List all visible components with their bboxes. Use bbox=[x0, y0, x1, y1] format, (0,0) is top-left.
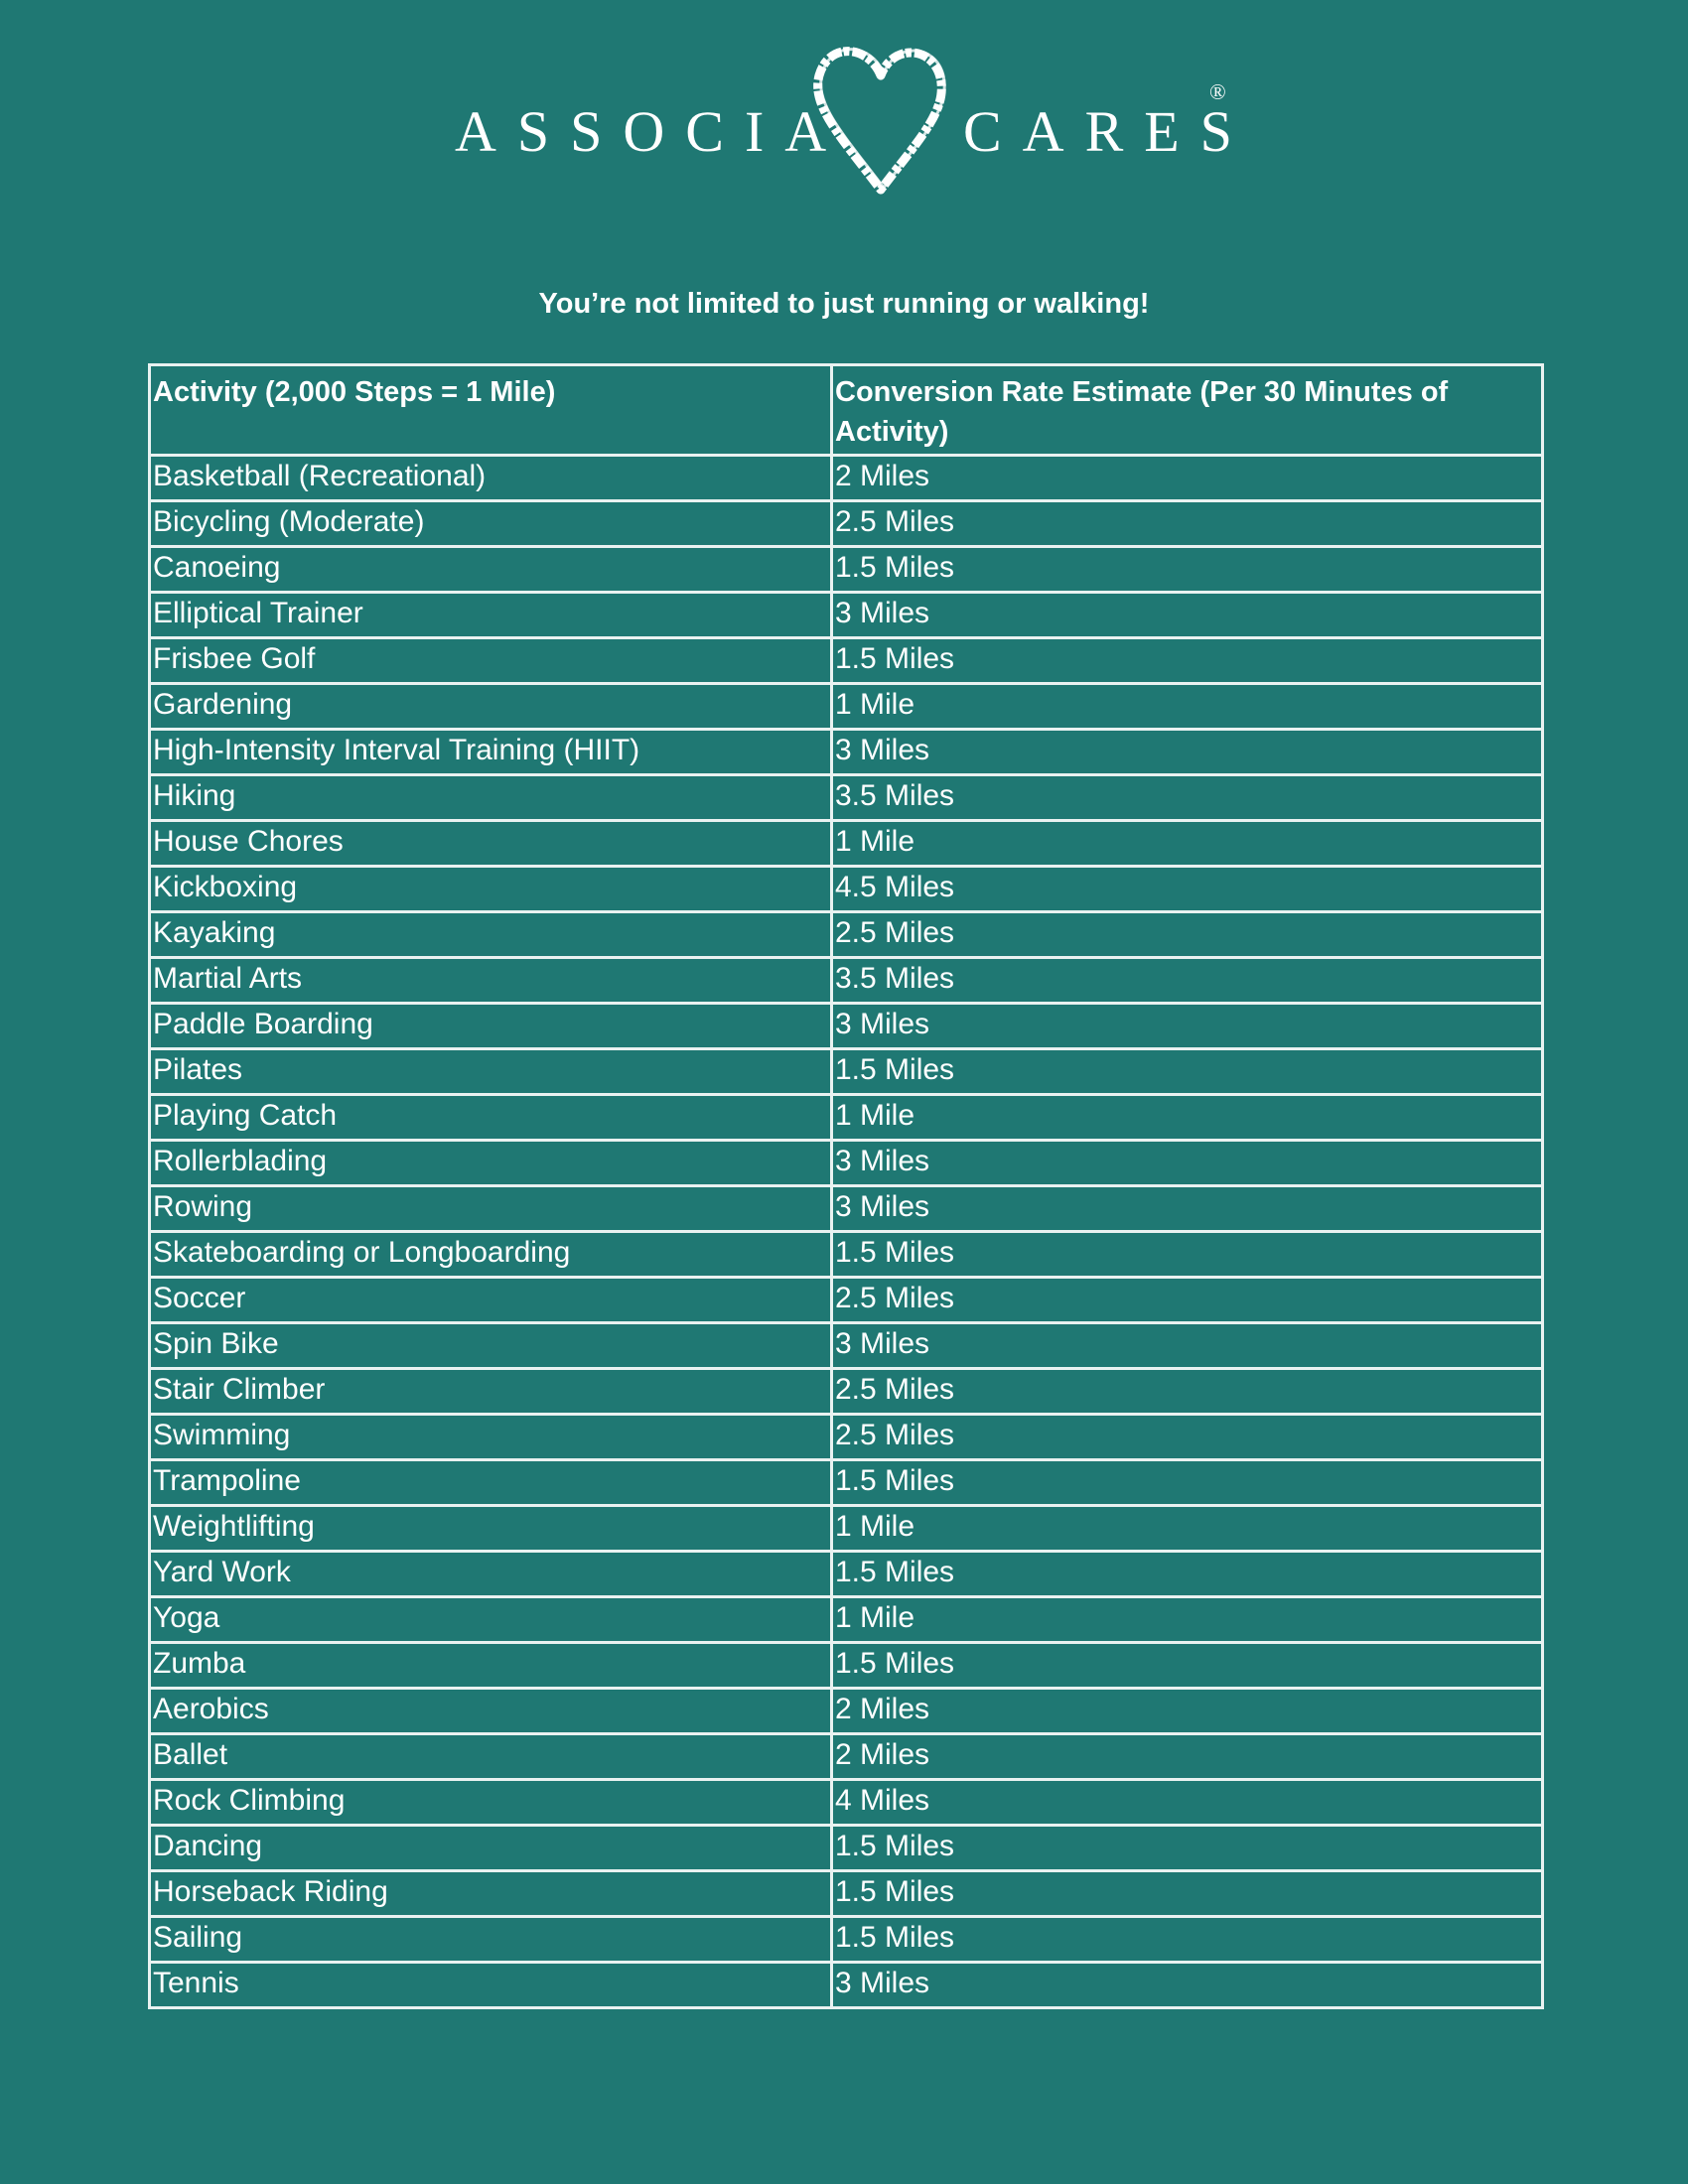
conversion-rate-cell: 1.5 Miles bbox=[832, 638, 1543, 684]
activity-cell: Hiking bbox=[150, 775, 832, 821]
conversion-rate-cell: 1 Mile bbox=[832, 1095, 1543, 1141]
heart-icon bbox=[789, 36, 968, 205]
activity-cell: Stair Climber bbox=[150, 1369, 832, 1415]
activity-cell: Zumba bbox=[150, 1643, 832, 1689]
activity-cell: Gardening bbox=[150, 684, 832, 730]
conversion-rate-cell: 3 Miles bbox=[832, 593, 1543, 638]
associa-cares-logo bbox=[447, 36, 1253, 214]
activity-cell: Elliptical Trainer bbox=[150, 593, 832, 638]
table-row bbox=[150, 1460, 1543, 1506]
activity-cell: Dancing bbox=[150, 1826, 832, 1871]
activity-cell: Martial Arts bbox=[150, 958, 832, 1004]
conversion-rate-cell: 2.5 Miles bbox=[832, 1369, 1543, 1415]
conversion-rate-cell: 2.5 Miles bbox=[832, 912, 1543, 958]
activity-cell: Canoeing bbox=[150, 547, 832, 593]
column-header-conversion-rate: Conversion Rate Estimate (Per 30 Minutes of Activity) bbox=[832, 365, 1543, 456]
activity-conversion-table bbox=[148, 363, 1544, 2009]
table-row bbox=[150, 867, 1543, 912]
table-row bbox=[150, 1004, 1543, 1049]
activity-cell: Tennis bbox=[150, 1963, 832, 2008]
activity-cell: Frisbee Golf bbox=[150, 638, 832, 684]
table-row bbox=[150, 1506, 1543, 1552]
table-row bbox=[150, 912, 1543, 958]
conversion-rate-cell: 2 Miles bbox=[832, 1689, 1543, 1734]
conversion-rate-cell: 2 Miles bbox=[832, 456, 1543, 501]
conversion-rate-cell: 3 Miles bbox=[832, 730, 1543, 775]
activity-cell: Pilates bbox=[150, 1049, 832, 1095]
table-row bbox=[150, 1826, 1543, 1871]
table-body bbox=[150, 456, 1543, 2008]
table-row bbox=[150, 1095, 1543, 1141]
table-row bbox=[150, 547, 1543, 593]
table-row bbox=[150, 1552, 1543, 1597]
table-row bbox=[150, 684, 1543, 730]
conversion-rate-cell: 1 Mile bbox=[832, 821, 1543, 867]
table-row bbox=[150, 821, 1543, 867]
table-row bbox=[150, 1734, 1543, 1780]
column-header-activity: Activity (2,000 Steps = 1 Mile) bbox=[150, 365, 832, 456]
activity-cell: Ballet bbox=[150, 1734, 832, 1780]
activity-cell: Bicycling (Moderate) bbox=[150, 501, 832, 547]
conversion-rate-cell: 1.5 Miles bbox=[832, 1232, 1543, 1278]
table-row bbox=[150, 1323, 1543, 1369]
conversion-rate-cell: 4.5 Miles bbox=[832, 867, 1543, 912]
conversion-rate-cell: 2.5 Miles bbox=[832, 1415, 1543, 1460]
activity-cell: Basketball (Recreational) bbox=[150, 456, 832, 501]
conversion-rate-cell: 3 Miles bbox=[832, 1963, 1543, 2008]
conversion-rate-cell: 3 Miles bbox=[832, 1323, 1543, 1369]
table-row bbox=[150, 1780, 1543, 1826]
conversion-rate-cell: 3.5 Miles bbox=[832, 775, 1543, 821]
activity-cell: Rock Climbing bbox=[150, 1780, 832, 1826]
conversion-rate-cell: 1.5 Miles bbox=[832, 1871, 1543, 1917]
conversion-rate-cell: 1.5 Miles bbox=[832, 1826, 1543, 1871]
table-row bbox=[150, 1643, 1543, 1689]
conversion-rate-cell: 4 Miles bbox=[832, 1780, 1543, 1826]
activity-cell: Rollerblading bbox=[150, 1141, 832, 1186]
table-row bbox=[150, 1049, 1543, 1095]
activity-cell: Yoga bbox=[150, 1597, 832, 1643]
logo-right-word: CARES bbox=[963, 99, 1253, 164]
conversion-rate-cell: 1.5 Miles bbox=[832, 547, 1543, 593]
conversion-rate-cell: 3 Miles bbox=[832, 1004, 1543, 1049]
table-row bbox=[150, 730, 1543, 775]
activity-cell: Swimming bbox=[150, 1415, 832, 1460]
conversion-rate-cell: 1 Mile bbox=[832, 1597, 1543, 1643]
table-row bbox=[150, 1689, 1543, 1734]
table-row bbox=[150, 1278, 1543, 1323]
table-row bbox=[150, 775, 1543, 821]
activity-cell: Playing Catch bbox=[150, 1095, 832, 1141]
table-row bbox=[150, 1369, 1543, 1415]
conversion-rate-cell: 3.5 Miles bbox=[832, 958, 1543, 1004]
activity-cell: Kayaking bbox=[150, 912, 832, 958]
conversion-rate-cell: 1.5 Miles bbox=[832, 1917, 1543, 1963]
table-row bbox=[150, 1917, 1543, 1963]
activity-cell: Horseback Riding bbox=[150, 1871, 832, 1917]
tagline: You’re not limited to just running or walking! bbox=[538, 288, 1150, 320]
table-row bbox=[150, 638, 1543, 684]
table-row bbox=[150, 1186, 1543, 1232]
activity-cell: Weightlifting bbox=[150, 1506, 832, 1552]
table-row bbox=[150, 1141, 1543, 1186]
table-row bbox=[150, 1232, 1543, 1278]
conversion-rate-cell: 3 Miles bbox=[832, 1141, 1543, 1186]
conversion-rate-cell: 1.5 Miles bbox=[832, 1460, 1543, 1506]
table-header-row bbox=[150, 365, 1543, 456]
table-row bbox=[150, 456, 1543, 501]
activity-cell: Skateboarding or Longboarding bbox=[150, 1232, 832, 1278]
conversion-rate-cell: 2.5 Miles bbox=[832, 1278, 1543, 1323]
activity-cell: Sailing bbox=[150, 1917, 832, 1963]
logo-left-word: ASSOCIA bbox=[455, 99, 848, 164]
activity-cell: Aerobics bbox=[150, 1689, 832, 1734]
activity-cell: Soccer bbox=[150, 1278, 832, 1323]
conversion-rate-cell: 1.5 Miles bbox=[832, 1643, 1543, 1689]
activity-cell: Yard Work bbox=[150, 1552, 832, 1597]
conversion-rate-cell: 2.5 Miles bbox=[832, 501, 1543, 547]
activity-cell: Spin Bike bbox=[150, 1323, 832, 1369]
table-row bbox=[150, 593, 1543, 638]
table-row bbox=[150, 501, 1543, 547]
conversion-rate-cell: 2 Miles bbox=[832, 1734, 1543, 1780]
table-row bbox=[150, 1963, 1543, 2008]
table-row bbox=[150, 1597, 1543, 1643]
activity-cell: Kickboxing bbox=[150, 867, 832, 912]
activity-cell: Trampoline bbox=[150, 1460, 832, 1506]
conversion-rate-cell: 1 Mile bbox=[832, 684, 1543, 730]
activity-cell: Rowing bbox=[150, 1186, 832, 1232]
table-row bbox=[150, 1415, 1543, 1460]
registered-mark: ® bbox=[1209, 79, 1226, 104]
activity-cell: Paddle Boarding bbox=[150, 1004, 832, 1049]
activity-cell: High-Intensity Interval Training (HIIT) bbox=[150, 730, 832, 775]
conversion-rate-cell: 1.5 Miles bbox=[832, 1552, 1543, 1597]
conversion-rate-cell: 3 Miles bbox=[832, 1186, 1543, 1232]
conversion-rate-cell: 1 Mile bbox=[832, 1506, 1543, 1552]
activity-cell: House Chores bbox=[150, 821, 832, 867]
table-row bbox=[150, 1871, 1543, 1917]
conversion-rate-cell: 1.5 Miles bbox=[832, 1049, 1543, 1095]
table-row bbox=[150, 958, 1543, 1004]
